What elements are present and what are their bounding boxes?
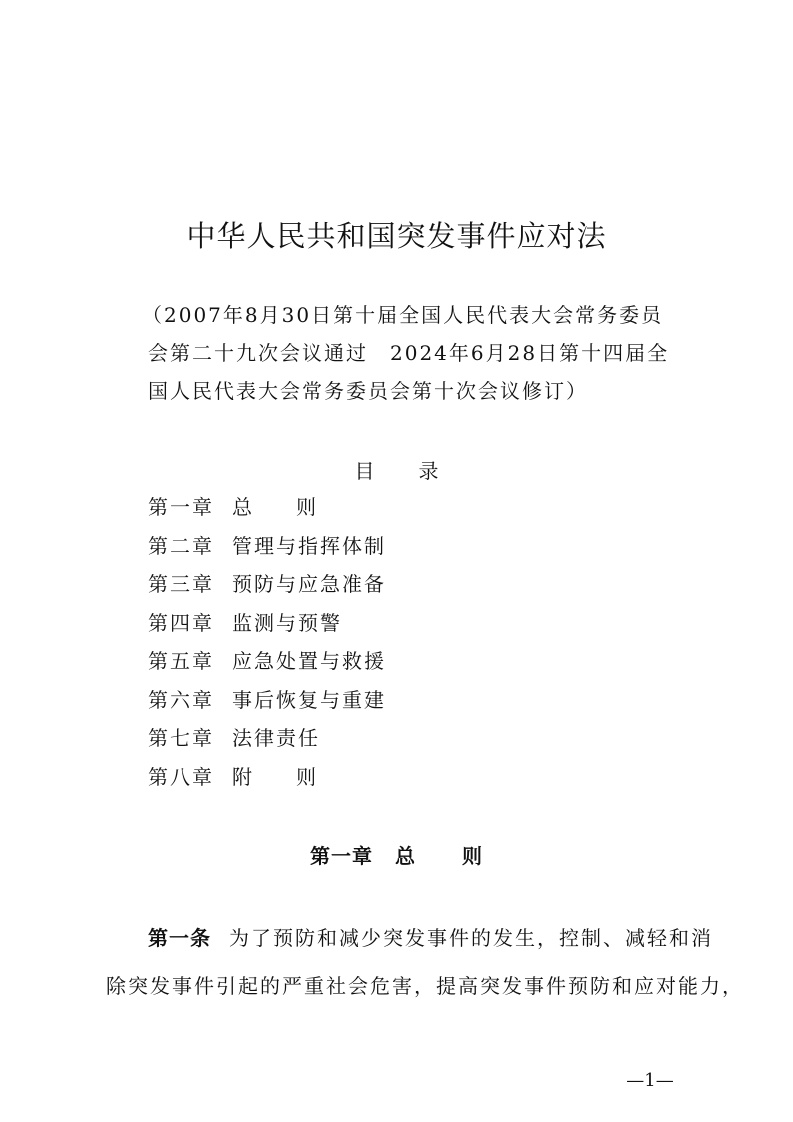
chapter-label: 第一章 — [310, 844, 373, 868]
law-adoption-note — [142, 296, 670, 410]
chapter-title-part: 则 — [462, 844, 483, 868]
toc-chapter-title: 预防与应急准备 — [232, 572, 386, 596]
adoption-note-line: 国人民代表大会常务委员会第十次会议修订） — [148, 379, 588, 403]
article-number: 第一条 — [148, 926, 211, 950]
toc-chapter-number: 第八章 — [148, 764, 214, 789]
toc-item-chapter-7 — [148, 723, 548, 762]
toc-chapter-title — [232, 762, 318, 792]
article-line: 除突发事件引起的严重社会危害，提高突发事件预防和应对能力， — [106, 974, 744, 998]
toc-chapter-number: 第六章 — [148, 687, 214, 712]
article-text: 为了预防和减少突发事件的发生，控制、减轻和消 — [229, 926, 713, 950]
toc-chapter-title: 管理与指挥体制 — [232, 533, 386, 558]
toc-chapter-title: 事后恢复与重建 — [232, 687, 386, 712]
toc-chapter-number: 第四章 — [148, 610, 214, 635]
chapter-title-part: 总 — [395, 844, 416, 868]
toc-chapter-title-part: 则 — [296, 764, 318, 789]
toc-item-chapter-2 — [148, 531, 548, 570]
toc-item-chapter-5 — [148, 646, 548, 685]
toc-chapter-title-part: 附 — [232, 764, 254, 789]
toc-heading — [0, 455, 793, 484]
toc-item-chapter-8 — [148, 762, 548, 801]
table-of-contents — [148, 492, 548, 800]
article-1 — [106, 914, 744, 1010]
toc-chapter-title-part: 则 — [296, 495, 318, 519]
toc-chapter-number: 第七章 — [148, 726, 214, 750]
toc-chapter-number: 第五章 — [148, 649, 214, 673]
article-line — [106, 914, 713, 962]
page-number: —1— — [626, 1070, 674, 1091]
adoption-note-line: 会第二十九次会议通过 2024年6月28日第十四届全 — [148, 341, 670, 365]
chapter-heading — [0, 840, 793, 869]
toc-chapter-title — [232, 492, 318, 522]
adoption-note-line: （2007年8月30日第十届全国人民代表大会常务委员 — [142, 303, 664, 327]
toc-heading-left: 目 — [354, 459, 375, 483]
toc-chapter-number: 第三章 — [148, 572, 214, 596]
toc-item-chapter-4 — [148, 608, 548, 647]
toc-chapter-title: 监测与预警 — [232, 610, 342, 635]
toc-heading-right: 录 — [418, 459, 439, 483]
toc-item-chapter-3 — [148, 569, 548, 608]
toc-chapter-title-part: 总 — [232, 495, 254, 519]
toc-chapter-title: 应急处置与救援 — [232, 649, 386, 673]
toc-chapter-title: 法律责任 — [232, 726, 320, 750]
toc-item-chapter-1 — [148, 492, 548, 531]
toc-chapter-number: 第二章 — [148, 533, 214, 558]
toc-chapter-number: 第一章 — [148, 495, 214, 519]
law-title: 中华人民共和国突发事件应对法 — [186, 219, 607, 253]
toc-item-chapter-6 — [148, 685, 548, 724]
